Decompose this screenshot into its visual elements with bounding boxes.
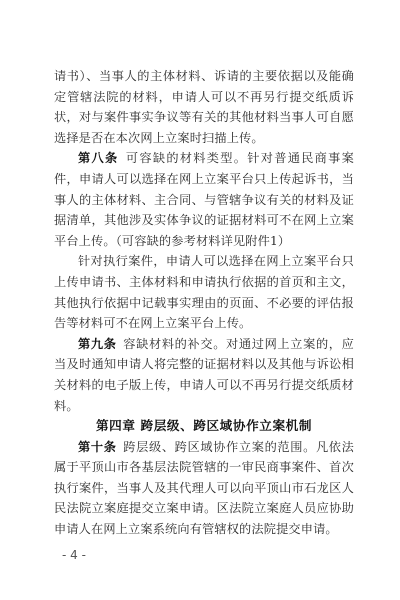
paragraph-text: 针对执行案件，申请人可以选择在网上立案平台只上传申请书、主体材料和申请执行依据的首页和主文，其他执行依据中记载事实理由的页面、不必要的评估报告等材料可不在网上立案平台上传。	[54, 254, 354, 331]
paragraph-text: 跨层级、跨区域协作立案的范围。凡依法属于平顶山市各基层法院管辖的一审民商事案件、首次执行案件，当事人及其代理人可以向平顶山市石龙区人民法院立案庭提交立案申请。区法院立案庭人员应协助申请人在网上立案系统向有管辖权的法院提交申请。	[54, 439, 354, 537]
paragraph-text: 请书）、当事人的主体材料、诉请的主要依据以及能确定管辖法院的材料，申请人可以不再另行提交纸质诉状，对与案件事实争议等有关的其他材料当事人可自愿选择是否在本次网上立案时扫描上传。	[54, 69, 354, 145]
article-number: 第九条	[78, 336, 123, 351]
chapter-title: 第四章 跨层级、跨区域协作立案机制	[95, 418, 313, 434]
paragraph-article-10	[54, 437, 354, 540]
paragraph-text: 容缺材料的补交。对通过网上立案的，应当及时通知申请人将完整的证据材料以及其他与诉讼相关材料的电子版上传，申请人可以不再另行提交纸质材料。	[54, 336, 354, 413]
page-number: - 4 -	[62, 548, 86, 562]
paragraph-article-9	[54, 334, 354, 416]
article-number: 第八条	[78, 151, 125, 166]
paragraph-execution-cases	[54, 251, 354, 333]
document-body	[54, 66, 354, 540]
paragraph-article-8	[54, 148, 354, 251]
paragraph-continued	[54, 66, 354, 148]
paragraph-text: 可容缺的材料类型。针对普通民商事案件，申请人可以选择在网上立案平台只上传起诉书，当事人的主体材料、主合同、与管辖争议有关的材料及证据清单，其他涉及实体争议的证据材料可不在网上立案平台上传。（可容缺的参考材料详见附件1）	[54, 151, 354, 248]
article-number: 第十条	[78, 439, 123, 454]
